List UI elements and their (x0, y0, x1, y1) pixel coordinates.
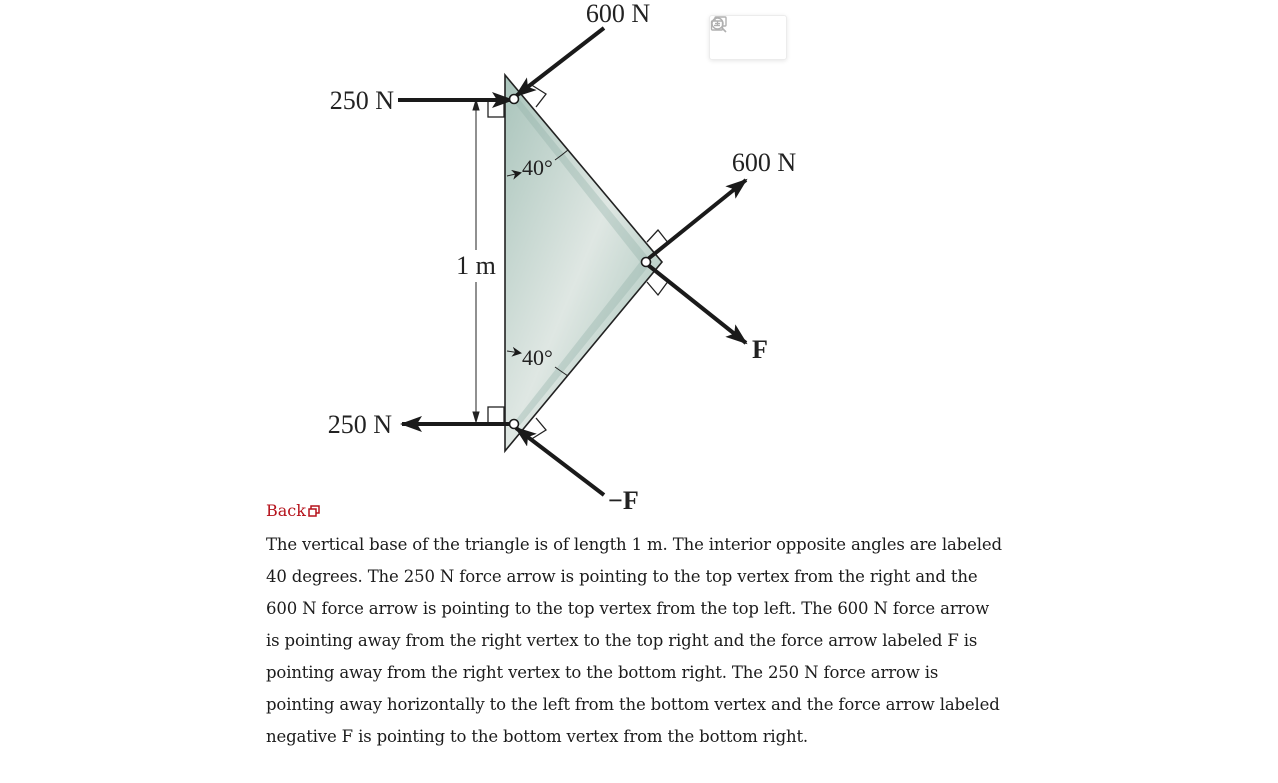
label-250n-top: 250 N (329, 86, 394, 115)
label-neg-f: −F (608, 486, 639, 515)
label-250n-bottom: 250 N (327, 410, 392, 439)
force-arrow-neg-f (516, 428, 604, 495)
label-angle-bottom: 40° (522, 345, 553, 370)
image-toolbar (709, 15, 787, 60)
back-link[interactable] (266, 501, 320, 520)
back-link-label: Back (266, 501, 306, 520)
zoom-in-button[interactable] (755, 28, 775, 48)
external-window-icon (308, 505, 320, 517)
image-description: The vertical base of the triangle is of length 1 m. The interior opposite angles are labeled 40 degrees. The 250 N force arrow is pointing to the top vertex from the right and the 600 N force arrow is pointing to the top vertex from the top left. The 600 N force arrow is pointing away from the right vertex to the top right and the force arrow labeled F is pointing away from the right vertex to the bottom right. The 250 N force arrow is pointing away horizontally to the left from the bottom vertex and the force arrow labeled negative F is pointing to the bottom vertex from the bottom right. (266, 535, 1002, 746)
force-arrow-600-top (516, 28, 604, 96)
force-arrow-600-right (648, 180, 746, 259)
label-base-length: 1 m (456, 251, 496, 280)
zoom-in-icon (710, 16, 728, 34)
label-f: F (752, 335, 768, 364)
label-600n-right: 600 N (731, 148, 797, 177)
label-angle-top: 40° (522, 155, 553, 180)
label-600n-top: 600 N (585, 0, 651, 28)
triangle-plate (505, 75, 662, 451)
force-arrow-f (648, 265, 746, 343)
